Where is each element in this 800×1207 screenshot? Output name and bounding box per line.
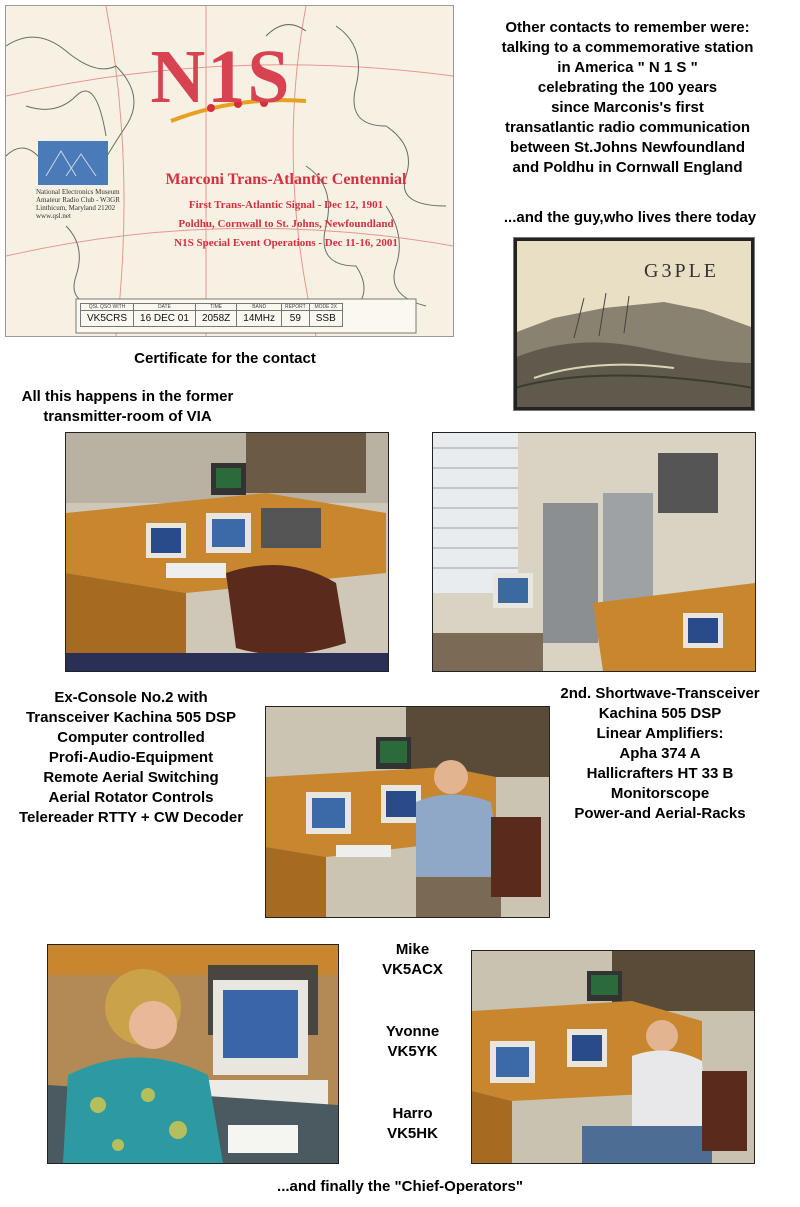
mike-console-photo: [265, 706, 550, 918]
certificate-museum-info: [36, 188, 176, 220]
text-line: transatlantic radio communication: [504, 119, 751, 136]
n1s-qsl-card: [5, 5, 454, 337]
text-line: Power-and Aerial-Racks: [574, 805, 746, 822]
text-line: Ex-Console No.2 with: [54, 689, 208, 706]
operator-callsign: VK5HK: [387, 1125, 438, 1142]
qso-log-row: [81, 311, 343, 327]
certificate-line4: N1S Special Event Operations - Dec 11-16, 2001: [174, 237, 398, 249]
text-line: 2nd. Shortwave-Transceiver: [560, 685, 760, 702]
certificate-title: Marconi Trans-Atlantic Centennial: [165, 171, 407, 188]
text-line: Telereader RTTY + CW Decoder: [18, 809, 244, 826]
other-contacts-text: [460, 18, 795, 178]
log-header: BAND: [237, 304, 282, 311]
operator-name: Mike: [395, 941, 430, 958]
log-header: TIME: [195, 304, 236, 311]
text-line: Remote Aerial Switching: [43, 769, 219, 786]
final-caption: ...and finally the "Chief-Operators": [277, 1178, 523, 1195]
text-line: Kachina 505 DSP: [598, 705, 722, 722]
log-cell: VK5CRS: [81, 311, 134, 327]
text-line: Aerial Rotator Controls: [48, 789, 214, 806]
log-header: QSL QSO WITH: [81, 304, 134, 311]
text-line: and Poldhu in Cornwall England: [512, 159, 743, 176]
operator-name: Harro: [392, 1105, 433, 1122]
console-room-photo: [65, 432, 389, 672]
shortwave-rack-photo: [432, 432, 756, 672]
g3ple-qsl-card: [513, 237, 755, 411]
text-line: Apha 374 A: [619, 745, 701, 762]
text-line: celebrating the 100 years: [537, 79, 718, 96]
qso-log-table: [80, 303, 343, 327]
log-cell: 14MHz: [237, 311, 282, 327]
log-header: MODE 2X: [309, 304, 342, 311]
museum-line: Amateur Radio Club - W3GR: [36, 196, 120, 204]
g3ple-callsign: G3PLE: [644, 260, 719, 282]
log-header: DATE: [134, 304, 196, 311]
yvonne-photo: [47, 944, 339, 1164]
text-line: Transceiver Kachina 505 DSP: [25, 709, 237, 726]
text-line: since Marconis's first: [551, 99, 704, 116]
operator-callsign: VK5ACX: [382, 961, 443, 978]
certificate-caption: Certificate for the contact: [134, 350, 316, 367]
certificate-callsign: N1S: [150, 35, 292, 119]
shortwave-caption: [555, 684, 800, 824]
certificate-line3: Poldhu, Cornwall to St. Johns, Newfoundland: [178, 218, 394, 230]
text-line: All this happens in the former: [21, 388, 234, 405]
operator-name: Yvonne: [385, 1023, 440, 1040]
museum-line: Linthicum, Maryland 21202: [36, 204, 116, 212]
text-line: Other contacts to remember were:: [505, 19, 750, 36]
text-line: Monitorscope: [610, 785, 710, 802]
operator-callsign: VK5YK: [387, 1043, 438, 1060]
text-line: in America " N 1 S ": [557, 59, 698, 76]
log-header: REPORT: [281, 304, 309, 311]
qso-log-header-row: [81, 304, 343, 311]
log-cell: 59: [281, 311, 309, 327]
text-line: Hallicrafters HT 33 B: [586, 765, 734, 782]
text-line: between St.Johns Newfoundland: [509, 139, 745, 156]
log-cell: 2058Z: [195, 311, 236, 327]
text-line: talking to a commemorative station: [501, 39, 754, 56]
certificate-line2: First Trans-Atlantic Signal - Dec 12, 1901: [188, 199, 384, 211]
log-cell: 16 DEC 01: [134, 311, 196, 327]
operators-list: [360, 940, 465, 1144]
console-caption: [0, 688, 262, 828]
text-line: Profi-Audio-Equipment: [48, 749, 214, 766]
text-line: Computer controlled: [57, 729, 205, 746]
room-caption: [0, 387, 255, 427]
log-cell: SSB: [309, 311, 342, 327]
harro-photo: [471, 950, 755, 1164]
text-line: transmitter-room of VIA: [43, 408, 212, 425]
text-line: Linear Amplifiers:: [596, 725, 724, 742]
museum-line: www.qsl.net: [36, 212, 71, 220]
guy-caption: ...and the guy,who lives there today: [503, 209, 757, 226]
museum-line: National Electronics Museum: [36, 188, 120, 196]
